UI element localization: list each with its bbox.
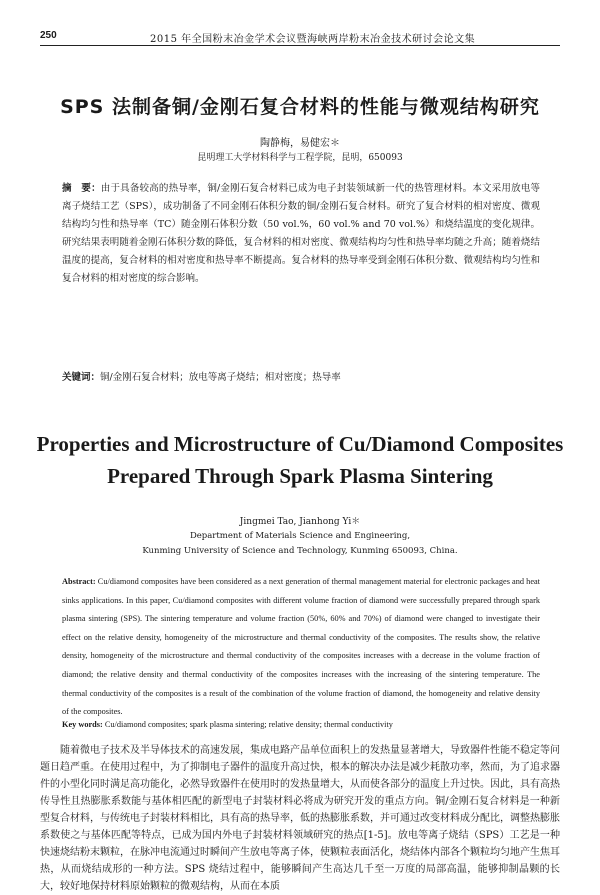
chinese-abstract-text: 由于具备较高的热导率，铜/金刚石复合材料已成为电子封装领域新一代的热管理材料。本文采用放电等离子烧结工艺（SPS），成功制备了不同金刚石体积分数的铜/金刚石复合材料。研究了复合材料的相对密度、微观结构均匀性和热导率（TC）随金刚石体积分数（50 vol.%，60 vol.% and 70 vol.%）和烧结温度的变化规律。研究结果表明随着金刚石体积分数的降低，复合材料的相对密度、微观结构均匀性和热导率均随之升高；随着烧结温度的提高，复合材料的相对密度和热导率不断提高。复合材料的热导率受到金刚石体积分数、微观结构均匀性和复合材料的相对密度的综合影响。 bbox=[62, 183, 540, 284]
chinese-authors: 陶静梅，易健宏＊ bbox=[260, 138, 340, 149]
page-number: 250 bbox=[40, 30, 57, 41]
english-abstract-text: Cu/diamond composites have been considered as a next generation of thermal management material for electronic packages and heat sinks applications. In this paper, Cu/diamond composites with different volume fraction of diamond were successfully prepared through spark plasma sintering (SPS). The sintering temperature and volume fraction (50%, 60% and 70%) of diamond were changed to investigate their effect on the relative density, homogeneity of the microstructure and thermal conductivity of the composites. The results show, the relative density, homogeneity of the microstructure and thermal conductivity of the composites increases with a decrease in the volume fraction of diamond; the relative density and thermal conductivity of the composites increases with the increasing of the sintering temperature. The thermal conductivity of the composites is a result of the combination of the volume fraction of diamond, the homogeneity and relative density of the composites. bbox=[62, 577, 540, 717]
chinese-abstract bbox=[62, 180, 540, 288]
english-title-line-2: Prepared Through Spark Plasma Sintering bbox=[107, 464, 493, 488]
introduction-paragraph: 随着微电子技术及半导体技术的高速发展，集成电路产品单位面积上的发热量显著增大，导致器件性能不稳定等问题日趋严重。在使用过程中，为了抑制电子器件的温度升高过快，根本的解决办法是减少耗散功率，然而，为了追求器件的小型化同时满足高功能化，必然导致器件在使用时的发热量增大，从而使各部分的温度上升过快。因此，具有高热传导性且热膨胀系数能与基体相匹配的新型电子封装材料必将成为研究开发的重点方向。铜/金刚石复合材料是一种新型复合材料，与传统电子封装材料相比，具有高的热导率，低的热膨胀系数，并可通过改变材料成分配比，调整热膨胀系数使之与基体匹配等特点，已成为国内外电子封装材料领域研究的热点[1-5]。放电等离子烧结（SPS）工艺是一种快速烧结粉末颗粒，在脉冲电流通过时瞬间产生放电等离子体，使颗粒表面活化，烧结体内部各个颗粒均匀地产生焦耳热，从而烧结成形的一种方法。SPS 烧结过程中，能够瞬间产生高达几千至一万度的局部高温，能够抑制晶颗的长大，较好地保持材料原始颗粒的微观结构，从而在本质 bbox=[40, 745, 560, 892]
english-keywords bbox=[62, 719, 540, 731]
english-affiliation-line-2: Kunming University of Science and Technology, Kunming 650093, China. bbox=[142, 546, 458, 556]
english-title-line-1: Properties and Microstructure of Cu/Diamond Composites bbox=[36, 432, 564, 456]
english-affiliation-line-1: Department of Materials Science and Engineering, bbox=[189, 531, 411, 541]
english-keywords-label: Key words: bbox=[62, 720, 103, 729]
english-abstract-label: Abstract: bbox=[62, 577, 96, 586]
chinese-keywords-text: 铜/金刚石复合材料；放电等离子烧结；相对密度；热导率 bbox=[100, 372, 341, 383]
running-title: 2015 年全国粉末冶金学术会议暨海峡两岸粉末冶金技术研讨会论文集 bbox=[150, 34, 476, 45]
english-abstract bbox=[62, 573, 540, 722]
english-title bbox=[0, 428, 600, 492]
chinese-affiliation: 昆明理工大学材料科学与工程学院，昆明，650093 bbox=[197, 153, 403, 163]
chinese-keywords bbox=[62, 370, 540, 386]
header-rule bbox=[40, 45, 560, 46]
chinese-keywords-label: 关键词： bbox=[62, 372, 101, 383]
english-keywords-text: Cu/diamond composites; spark plasma sintering; relative density; thermal conductivity bbox=[104, 720, 393, 729]
english-authors: Jingmei Tao, Jianhong Yi＊ bbox=[239, 517, 361, 527]
running-header bbox=[40, 30, 560, 48]
chinese-title: SPS 法制备铜/金刚石复合材料的性能与微观结构研究 bbox=[60, 96, 540, 118]
chinese-abstract-label: 摘 要： bbox=[62, 183, 101, 194]
